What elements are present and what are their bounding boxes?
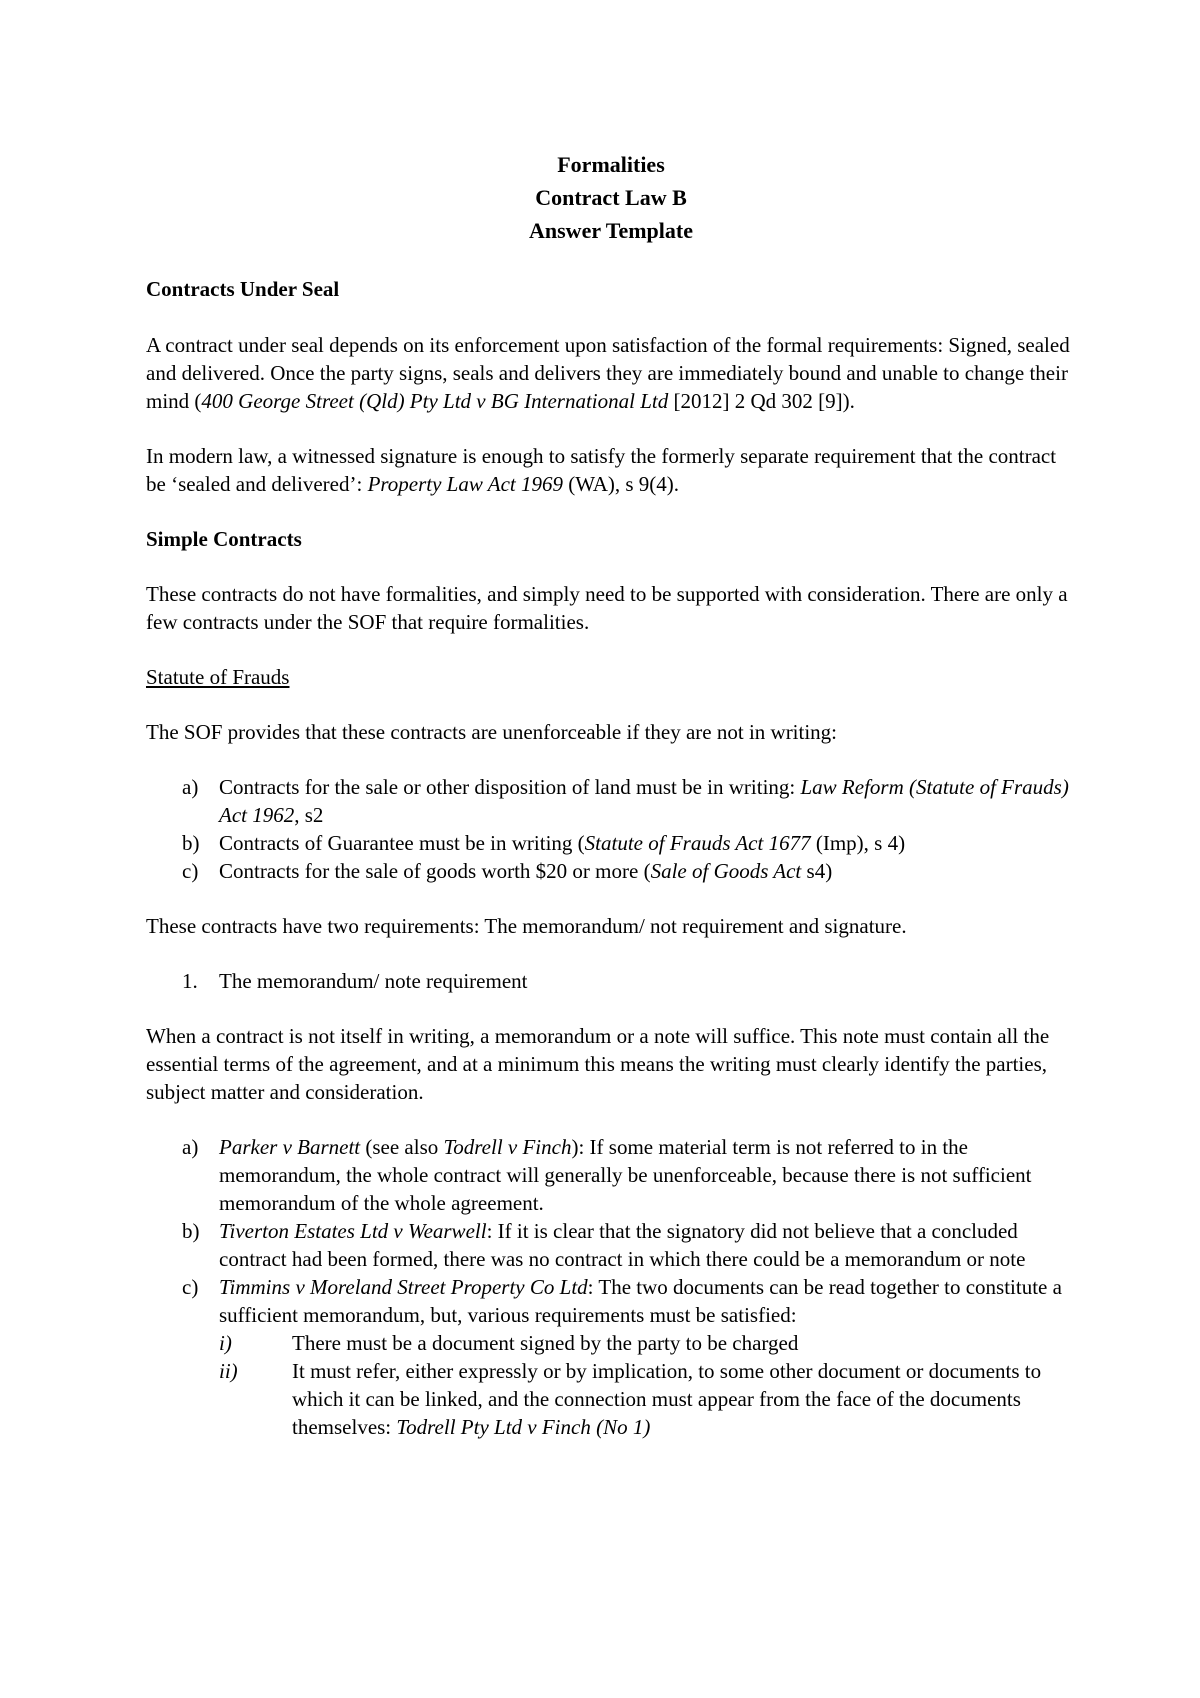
list-item: a) Contracts for the sale or other disposition of land must be in writing: Law Reform (Statute of Frauds) Act 1962, s2 <box>182 775 1069 827</box>
document-body <box>146 148 1076 1441</box>
title-block <box>146 148 1076 247</box>
title-line-2: Contract Law B <box>535 185 687 210</box>
heading-simple-contracts: Simple Contracts <box>146 527 302 551</box>
list-item: b) Contracts of Guarantee must be in writing (Statute of Frauds Act 1677 (Imp), s 4) <box>182 831 906 855</box>
simple-paragraph: These contracts do not have formalities, and simply need to be supported with consideration. There are only a few contracts under the SOF that require formalities. <box>146 582 1068 634</box>
case-citation: 400 George Street (Qld) Pty Ltd v BG International Ltd <box>201 389 669 413</box>
requirements-paragraph: These contracts have two requirements: The memorandum/ not requirement and signature. <box>146 914 907 938</box>
list-item: a) Parker v Barnett (see also Todrell v Finch): If some material term is not referred to in the memorandum, the whole contract will generally be unenforceable, because there is not sufficient memorandum of the whole agreement. <box>182 1135 1032 1215</box>
list-item: c) Contracts for the sale of goods worth $20 or more (Sale of Goods Act s4) <box>182 859 833 883</box>
title-line-3: Answer Template <box>529 218 693 243</box>
list-item: b) Tiverton Estates Ltd v Wearwell: If it is clear that the signatory did not believe that a concluded contract had been formed, there was no contract in which there could be a memorandum or note <box>182 1219 1026 1271</box>
sub-list-item: i) There must be a document signed by the party to be charged <box>219 1331 799 1355</box>
title-line-1: Formalities <box>557 152 665 177</box>
list-item: c) Timmins v Moreland Street Property Co Ltd: The two documents can be read together to constitute a sufficient memorandum, but, various requirements must be satisfied: <box>182 1275 1062 1327</box>
numbered-item-1: 1. The memorandum/ note requirement <box>182 969 528 993</box>
heading-contracts-under-seal: Contracts Under Seal <box>146 277 340 301</box>
memorandum-paragraph: When a contract is not itself in writing, a memorandum or a note will suffice. This note must contain all the essential terms of the agreement, and at a minimum this means the writing must clearly identify the parties, subject matter and consideration. <box>146 1024 1050 1104</box>
sub-list-item: ii) It must refer, either expressly or by implication, to some other document or documents to which it can be linked, and the connection must appear from the face of the documents themselves: Todrell Pty Ltd v Finch (No 1) <box>219 1359 1042 1439</box>
sof-intro: The SOF provides that these contracts are unenforceable if they are not in writing: <box>146 720 838 744</box>
act-citation: Property Law Act 1969 <box>367 472 563 496</box>
seal-paragraph-2: In modern law, a witnessed signature is enough to satisfy the formerly separate requirement that the contract be ‘sealed and delivered’: Property Law Act 1969 (WA), s 9(4). <box>146 444 1057 496</box>
cases-list <box>146 1133 1076 1441</box>
sof-list <box>146 773 1076 885</box>
seal-paragraph-1: A contract under seal depends on its enforcement upon satisfaction of the formal requirements: Signed, sealed and delivered. Once the party signs, seals and delivers they are immediately bound and unable to change their mind (400 George Street (Qld) Pty Ltd v BG International Ltd [2012] 2 Qd 302 [9]). <box>146 333 1070 413</box>
heading-statute-of-frauds: Statute of Frauds <box>146 665 290 689</box>
